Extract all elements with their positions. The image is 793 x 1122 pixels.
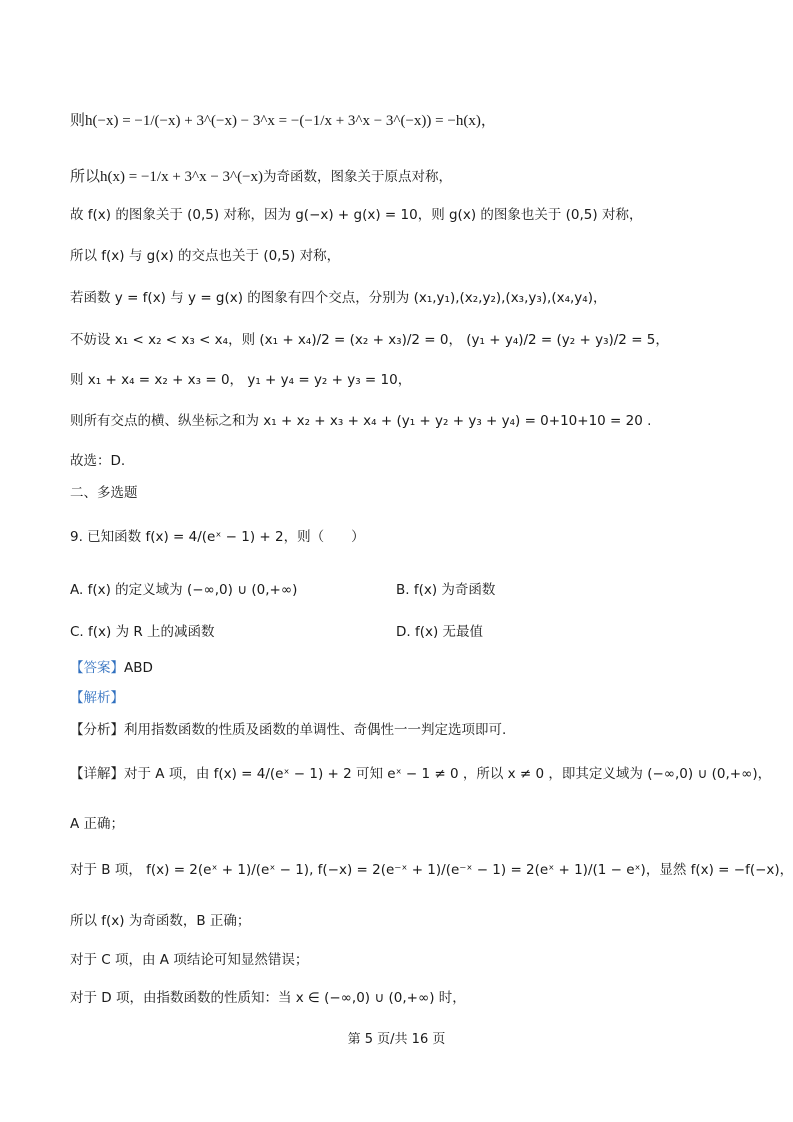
page-footer: 第 5 页/共 16 页 [347,1032,446,1047]
option-c: C. f(x) 为 R 上的减函数 [70,624,215,640]
answer-value: ABD [124,660,153,676]
question-9: 9. 已知函数 f(x) = 4/(eˣ − 1) + 2，则（ ） [70,529,365,545]
derivation-line-8: 则所有交点的横、纵坐标之和为 x₁ + x₂ + x₃ + x₄ + (y₁ + y₂ + y₃ + y₄) = 0+10+10 = 20 . [70,413,652,429]
answer-choice-line: 故选：D. [70,453,126,469]
detail-line-2: A 正确； [70,816,125,832]
analysis-tag: 【解析】 [70,690,124,706]
detail-line-6: 对于 D 项，由指数函数的性质知：当 x ∈ (−∞,0) ∪ (0,+∞) 时， [70,990,466,1006]
derivation-line-3: 故 f(x) 的图象关于 (0,5) 对称，因为 g(−x) + g(x) = 10，则 g(x) 的图象也关于 (0,5) 对称， [70,207,643,223]
derivation-line-7: 则 x₁ + x₄ = x₂ + x₃ = 0， y₁ + y₄ = y₂ + y₃ = 10， [70,372,412,388]
analysis-heading [70,690,753,706]
section-heading: 二、多选题 [70,485,138,501]
option-d: D. f(x) 无最值 [396,624,484,640]
answer-line [70,660,753,676]
derivation-line-2: 所以h(x) = −1/x + 3^x − 3^(−x)为奇函数，图象关于原点对称， [70,169,453,185]
derivation-line-4: 所以 f(x) 与 g(x) 的交点也关于 (0,5) 对称， [70,248,341,264]
option-b: B. f(x) 为奇函数 [396,582,496,598]
detail-line-4: 所以 f(x) 为奇函数，B 正确； [70,913,251,929]
fenxi-line: 【分析】利用指数函数的性质及函数的单调性、奇偶性一一判定选项即可. [70,722,507,738]
derivation-line-6: 不妨设 x₁ < x₂ < x₃ < x₄，则 (x₁ + x₄)/2 = (x₂ + x₃)/2 = 0， (y₁ + y₄)/2 = (y₂ + y₃)/2 = 5， [70,332,669,348]
derivation-line-1: 则h(−x) = −1/(−x) + 3^(−x) − 3^x = −(−1/x + 3^x − 3^(−x)) = −h(x)， [70,113,496,129]
answer-tag: 【答案】 [70,660,124,676]
derivation-line-5: 若函数 y = f(x) 与 y = g(x) 的图象有四个交点，分别为 (x₁,y₁),(x₂,y₂),(x₃,y₃),(x₄,y₄)， [70,290,607,306]
detail-line-5: 对于 C 项，由 A 项结论可知显然错误； [70,952,309,968]
detail-line-3: 对于 B 项， f(x) = 2(eˣ + 1)/(eˣ − 1), f(−x) = 2(e⁻ˣ + 1)/(e⁻ˣ − 1) = 2(eˣ + 1)/(1 − eˣ)，显然 f(x) = −f(−x)， [70,862,793,878]
option-a: A. f(x) 的定义域为 (−∞,0) ∪ (0,+∞) [70,582,298,598]
detail-line-1: 【详解】对于 A 项，由 f(x) = 4/(eˣ − 1) + 2 可知 eˣ − 1 ≠ 0 ，所以 x ≠ 0 ，即其定义域为 (−∞,0) ∪ (0,+∞)， [70,766,772,782]
